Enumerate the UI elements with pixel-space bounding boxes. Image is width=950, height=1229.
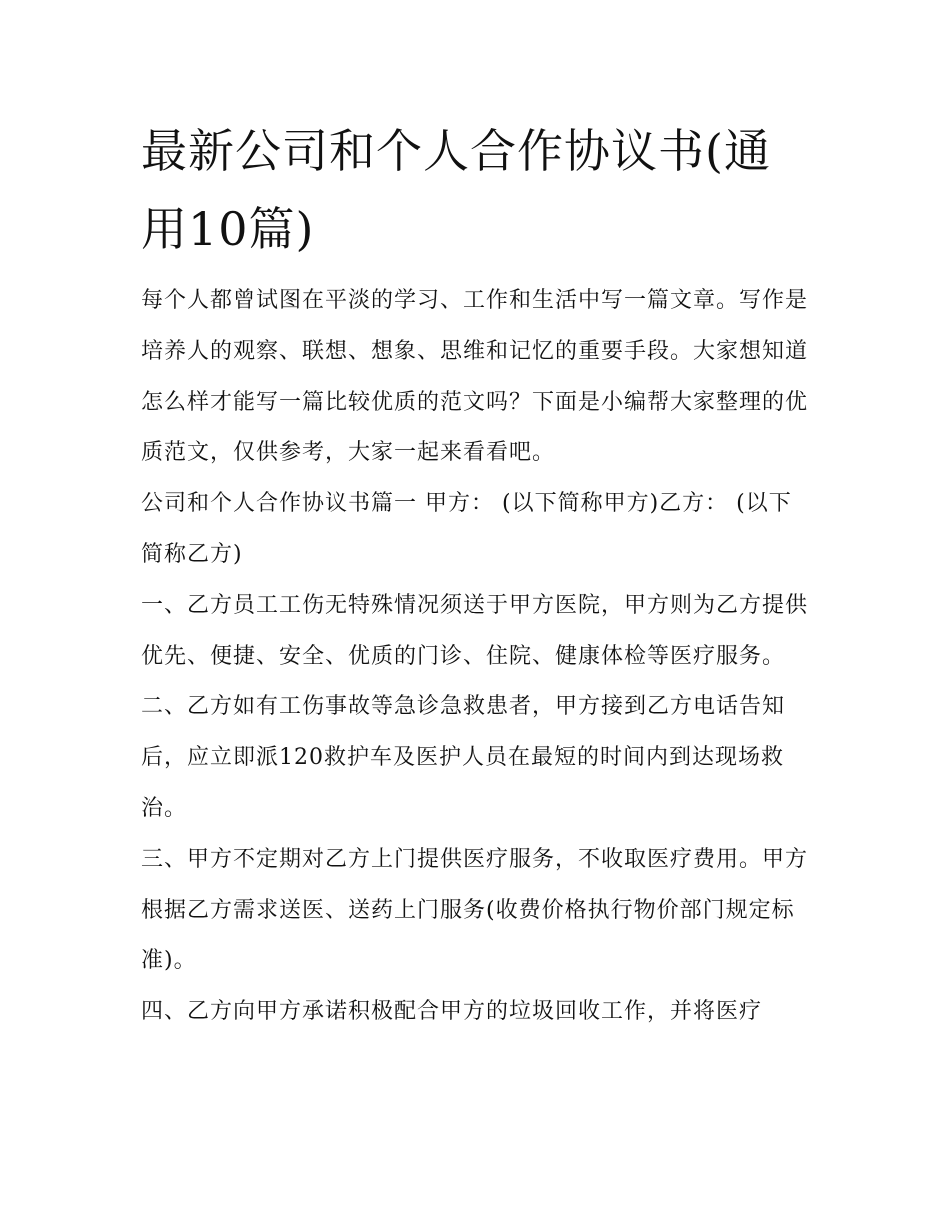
clause-1-paragraph: 一、乙方员工工伤无特殊情况须送于甲方医院，甲方则为乙方提供优先、便捷、安全、优质的门诊、住院、健康体检等医疗服务。: [141, 592, 809, 669]
document-body: [141, 112, 813, 1038]
clause-3-paragraph: 三、甲方不定期对乙方上门提供医疗服务，不收取医疗费用。甲方根据乙方需求送医、送药上门服务(收费价格执行物价部门规定标准)。: [141, 846, 809, 974]
clause-2-paragraph: 二、乙方如有工伤事故等急诊急救患者，甲方接到乙方电话告知后，应立即派120救护车及医护人员在最短的时间内到达现场救治。: [141, 694, 786, 821]
document-title: 最新公司和个人合作协议书(通用10篇): [141, 124, 771, 256]
clause-4-paragraph: 四、乙方向甲方承诺积极配合甲方的垃圾回收工作，并将医疗: [141, 999, 763, 1025]
parties-paragraph: 公司和个人合作协议书篇一 甲方： (以下简称甲方)乙方： (以下简称乙方): [141, 491, 792, 567]
intro-paragraph: 每个人都曾试图在平淡的学习、工作和生活中写一篇文章。写作是培养人的观察、联想、想象、思维和记忆的重要手段。大家想知道怎么样才能写一篇比较优质的范文吗？下面是小编帮大家整理的优质范文，仅供参考，大家一起来看看吧。: [141, 288, 809, 466]
